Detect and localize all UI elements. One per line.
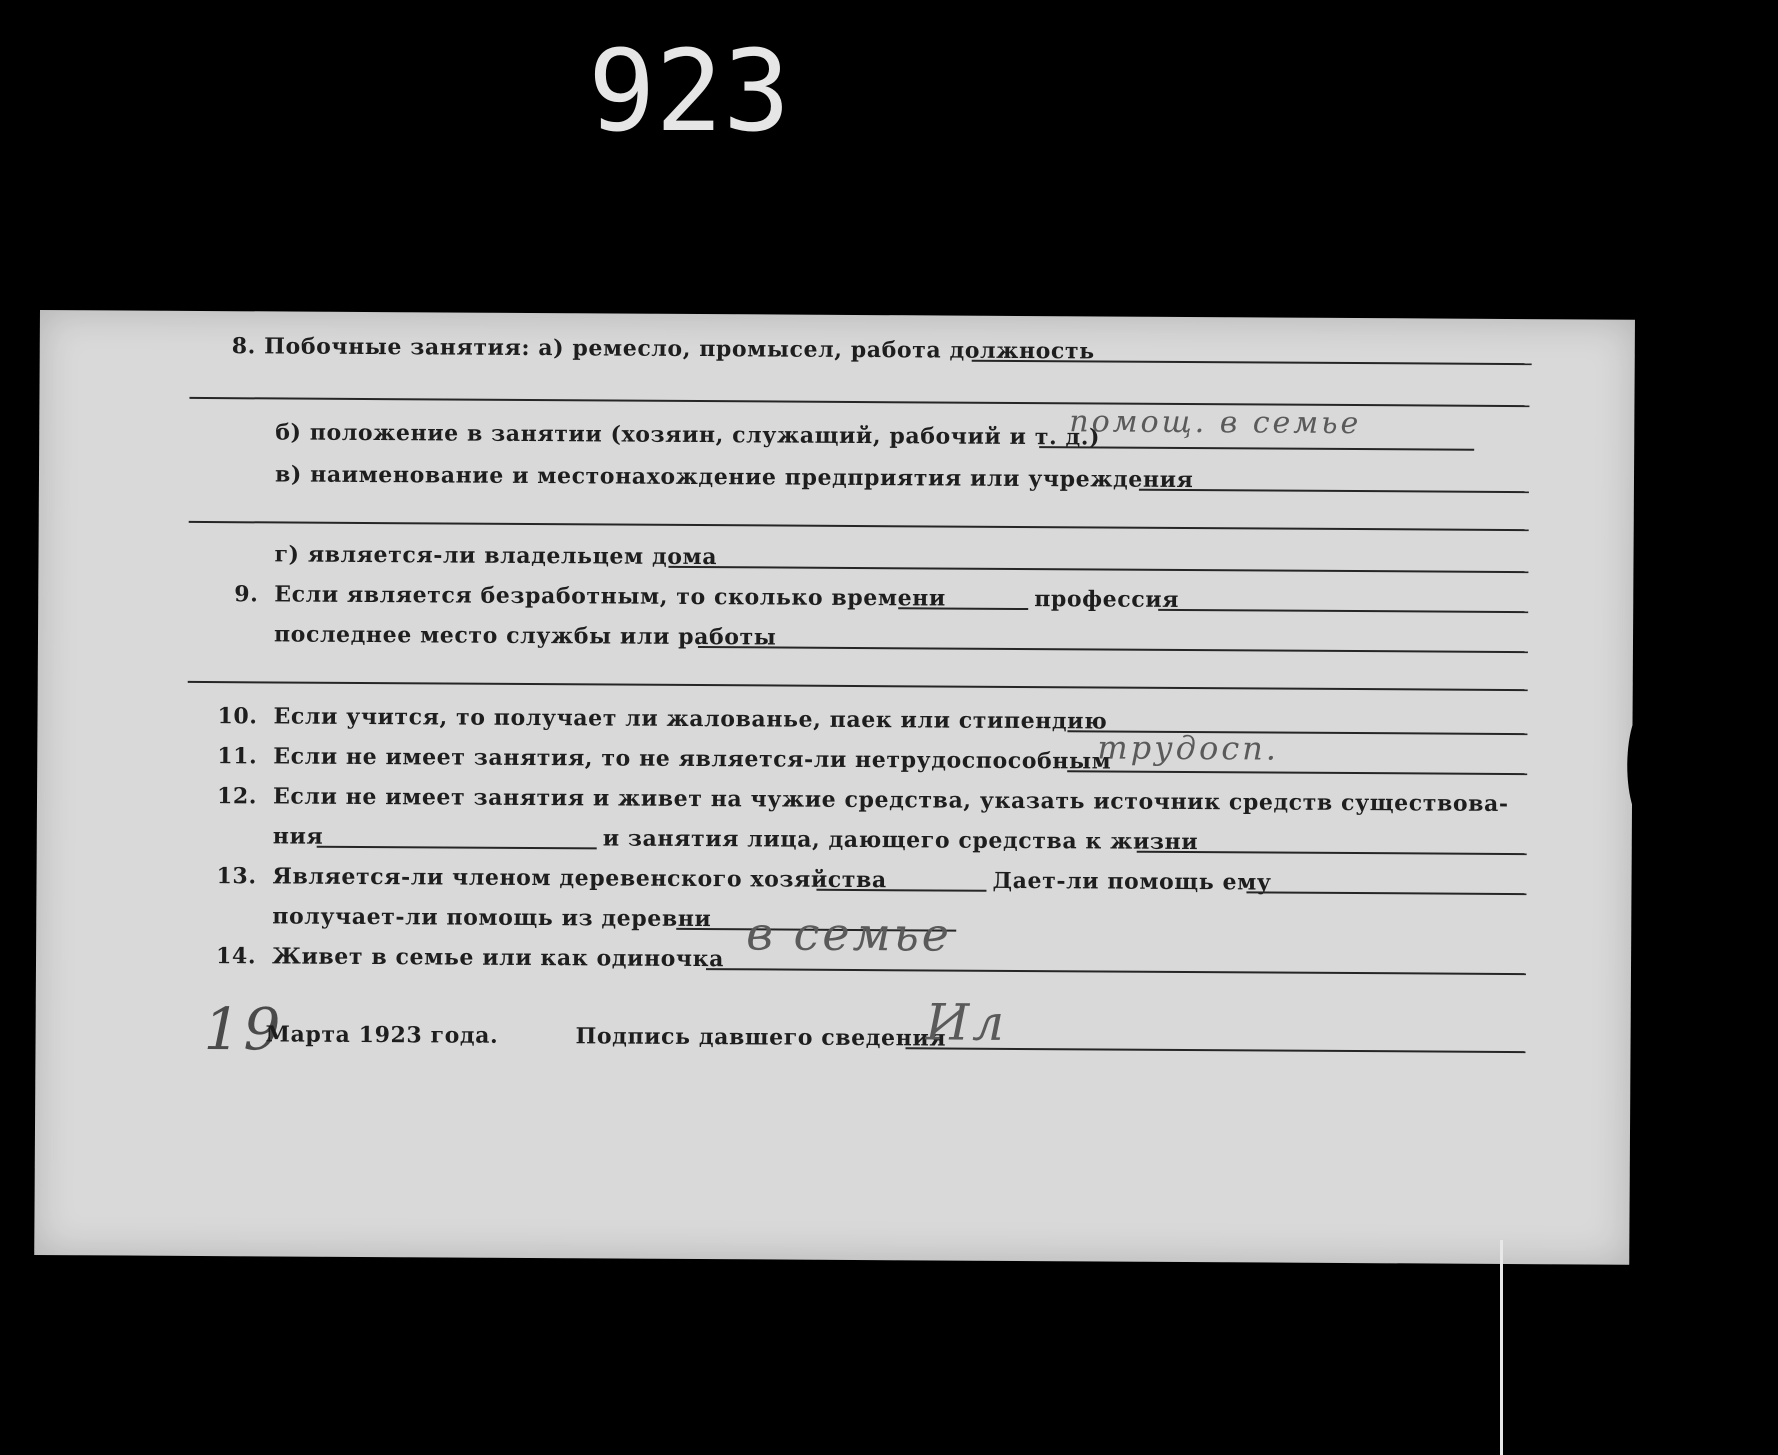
q14-handwritten-answer: в семье xyxy=(746,906,953,962)
q11-text: Если не имеет занятия, то не является-ли нетрудоспособным xyxy=(273,743,1112,775)
q9-number: 9. xyxy=(234,581,259,608)
q13-receive-label: получает-ли помощь из деревни xyxy=(272,903,712,933)
q11-field[interactable] xyxy=(1067,770,1527,775)
q12-text2: и занятия лица, дающего средства к жизни xyxy=(602,825,1199,856)
signature-handwritten: Ил xyxy=(925,993,1008,1052)
film-scratch-mark xyxy=(1500,1240,1503,1455)
q8-c-label: в) наименование и местонахождение предприятия или учреждения xyxy=(274,461,1194,494)
q11-handwritten-answer: трудосп. xyxy=(1097,728,1280,768)
q9-profession-field[interactable] xyxy=(1158,609,1528,613)
q9-last-place-label: последнее место службы или работы xyxy=(273,621,777,651)
q8-d-field[interactable] xyxy=(668,566,1528,573)
q13-text: Является-ли членом деревенского хозяйства xyxy=(272,863,887,894)
q13-number: 13. xyxy=(216,863,257,890)
svg-text:923: 923 xyxy=(588,30,791,150)
q14-text: Живет в семье или как одиночка xyxy=(271,943,725,973)
date-day-handwritten: 19 xyxy=(203,995,284,1064)
q8-c-field[interactable] xyxy=(1139,489,1529,493)
q13-help-field[interactable] xyxy=(1246,891,1526,895)
q8-b-field[interactable] xyxy=(1039,446,1474,451)
q12-continuation: ния xyxy=(272,823,324,850)
q13-help-label: Дает-ли помощь ему xyxy=(992,867,1272,896)
q8-b-handwritten-answer: помощ. в семье xyxy=(1069,404,1362,442)
q14-number: 14. xyxy=(215,943,257,970)
q10-text: Если учится, то получает ли жалованье, паек или стипендию xyxy=(273,703,1108,735)
q12-source-field[interactable] xyxy=(317,846,597,850)
q8-d-label: г) является-ли владельцем дома xyxy=(274,541,718,571)
q12-number: 12. xyxy=(216,783,258,810)
q9-last-place-field[interactable] xyxy=(698,646,1528,653)
q8-label: 8. Побочные занятия: а) ремесло, промысел, работа должность xyxy=(231,333,1095,365)
card-punch-notch xyxy=(1627,705,1668,825)
q9-text: Если является безработным, то сколько времени xyxy=(274,581,946,612)
frame-number xyxy=(588,30,848,150)
q8-b-label: б) положение в занятии (хозяин, служащий, рабочий и т. д.) xyxy=(275,419,1101,451)
q10-number: 10. xyxy=(217,703,258,730)
signature-label: Подпись давшего сведения xyxy=(575,1023,947,1052)
q9-profession-label: профессия xyxy=(1034,586,1180,613)
date-text: Марта 1923 года. xyxy=(265,1021,499,1049)
q8-c-field-cont[interactable] xyxy=(189,521,1529,531)
q14-field[interactable] xyxy=(706,968,1526,975)
q11-number: 11. xyxy=(217,743,258,770)
census-form-card xyxy=(34,310,1635,1265)
q12-text: Если не имеет занятия и живет на чужие средства, указать источник средств существова- xyxy=(272,783,1509,817)
q9-last-place-field-cont[interactable] xyxy=(188,681,1528,691)
